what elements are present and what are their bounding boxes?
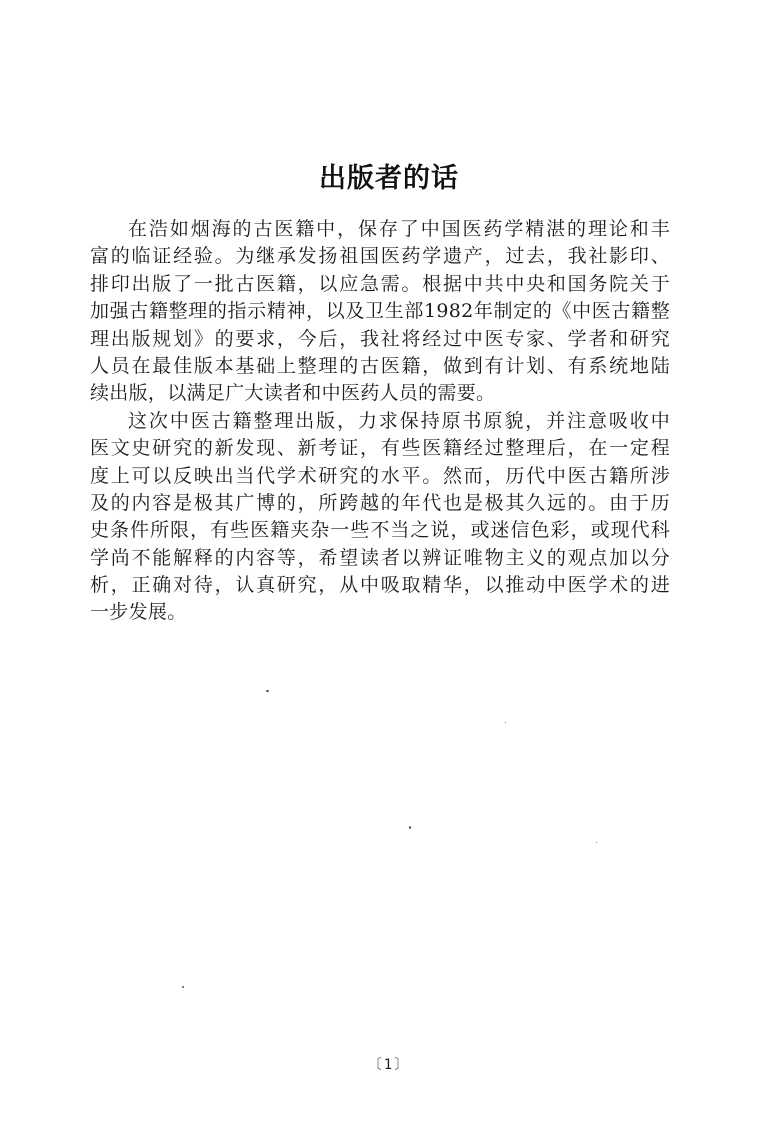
paragraph-line: 续出版，以满足广大读者和中医药人员的需要。 — [90, 382, 496, 405]
paragraph-line: 加强古籍整理的指示精神，以及卫生部1982年制定的《中医古籍整 — [90, 300, 670, 323]
page-number: 〔1〕 — [367, 1057, 411, 1073]
paragraph-line: 学尚不能解释的内容等，希望读者以辨证唯物主义的观点加以分 — [90, 546, 670, 569]
paragraph-2 — [90, 408, 670, 627]
paragraph-line: 医文史研究的新发现、新考证，有些医籍经过整理后，在一定程 — [90, 437, 670, 460]
paragraph-line: 排印出版了一批古医籍，以应急需。根据中共中央和国务院关于 — [90, 272, 670, 295]
paragraph-line: 及的内容是极其广博的，所跨越的年代也是极其久远的。由于历 — [90, 491, 670, 514]
scan-speck — [266, 690, 269, 692]
body-text — [90, 216, 670, 627]
scan-speck — [596, 842, 597, 843]
paragraph-line: 富的临证经验。为继承发扬祖国医药学遗产，过去，我社影印、 — [90, 245, 670, 268]
paragraph-line: 理出版规划》的要求，今后，我社将经过中医专家、学者和研究 — [90, 327, 670, 350]
paragraph-line: 一步发展。 — [90, 601, 187, 624]
paragraph-line: 在浩如烟海的古医籍中，保存了中国医药学精湛的理论和丰 — [128, 218, 670, 240]
paragraph-line: 度上可以反映出当代学术研究的水平。然而，历代中医古籍所涉 — [90, 464, 670, 487]
paragraph-line: 析，正确对待，认真研究，从中吸取精华，以推动中医学术的进 — [90, 574, 670, 597]
scan-speck — [505, 722, 506, 723]
paragraph-line: 这次中医古籍整理出版，力求保持原书原貌，并注意吸收中 — [128, 409, 670, 432]
paragraph-line: 史条件所限，有些医籍夹杂一些不当之说，或迷信色彩，或现代科 — [90, 519, 670, 542]
paragraph-1 — [90, 216, 670, 408]
paragraph-line: 人员在最佳版本基础上整理的古医籍，做到有计划、有系统地陆 — [90, 354, 670, 377]
page-title: 出版者的话 — [319, 163, 459, 194]
scan-speck — [409, 826, 411, 829]
scan-speck — [182, 986, 184, 988]
